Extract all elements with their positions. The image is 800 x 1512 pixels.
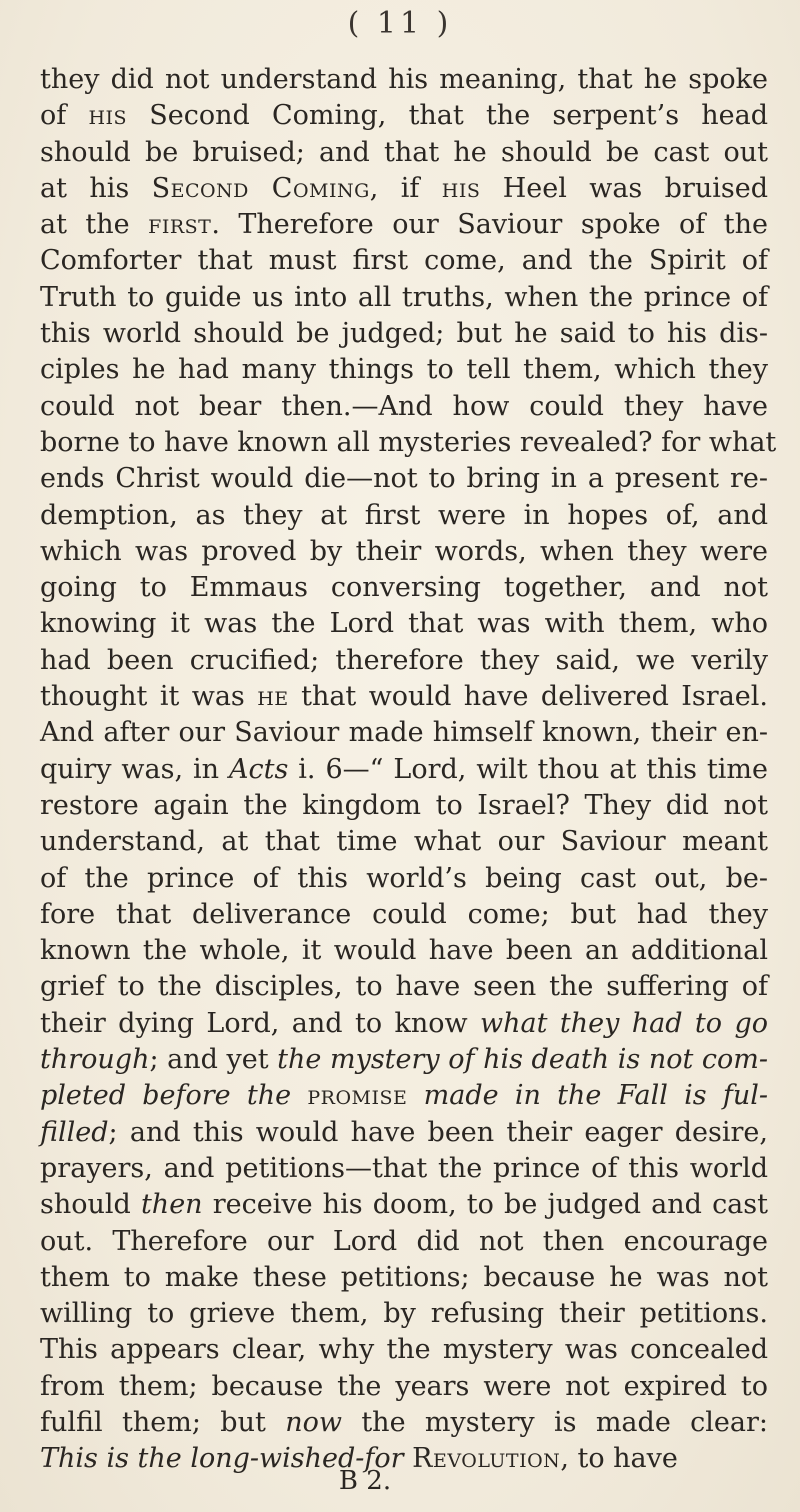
text-segment: knowing it was the Lord that was with them, who xyxy=(40,608,768,640)
text-line xyxy=(40,171,768,207)
text-line xyxy=(40,643,768,679)
text-line xyxy=(40,1405,768,1441)
text-line xyxy=(40,897,768,933)
text-line xyxy=(40,933,768,969)
text-segment: restore again the kingdom to Israel? They did not xyxy=(40,789,768,821)
text-segment: of the prince of this world’s being cast out, be- xyxy=(40,862,768,894)
text-segment: . Therefore our Saviour spoke of the xyxy=(211,209,768,241)
text-segment: fore that deliverance could come; but had they xyxy=(40,898,768,930)
text-segment: known the whole, it would have been an additional xyxy=(40,935,768,967)
text-segment: which was proved by their words, when they were xyxy=(40,535,768,567)
text-segment: ends Christ would die—not to bring in a present re- xyxy=(40,463,768,495)
text-line xyxy=(40,1042,768,1078)
text-segment: the mystery of his death is not com- xyxy=(277,1044,768,1076)
text-line xyxy=(40,280,768,316)
text-line xyxy=(40,1006,768,1042)
text-segment: now xyxy=(285,1406,342,1438)
text-segment: grief to the disciples, to have seen the suffering of xyxy=(40,971,768,1003)
text-segment: the mystery is made clear: xyxy=(341,1406,768,1438)
text-segment: , if xyxy=(369,172,442,204)
text-segment: demption, as they at first were in hopes of, and xyxy=(40,499,768,531)
text-segment: going to Emmaus conversing together, and not xyxy=(40,572,768,604)
text-segment: their dying Lord, and to know xyxy=(40,1007,481,1039)
text-line xyxy=(40,352,768,388)
text-segment: , to have xyxy=(560,1443,678,1475)
text-line xyxy=(40,969,768,1005)
signature-mark: B 2. xyxy=(338,1466,392,1496)
text-line xyxy=(40,861,768,897)
text-line xyxy=(40,534,768,570)
text-segment: this world should be judged; but he said to his dis- xyxy=(40,318,768,350)
text-segment: willing to grieve them, by refusing their petitions. xyxy=(40,1298,768,1330)
text-segment: This appears clear, why the mystery was concealed xyxy=(40,1334,768,1366)
text-line xyxy=(40,1187,768,1223)
text-line xyxy=(40,1224,768,1260)
text-segment: Revolution xyxy=(412,1443,561,1475)
text-line xyxy=(40,1078,768,1114)
text-segment: And after our Saviour made himself known, their en- xyxy=(40,717,768,749)
text-segment: understand, at that time what our Saviour meant xyxy=(40,826,768,858)
text-segment: could not bear then.—And how could they have xyxy=(40,390,768,422)
text-segment: first xyxy=(148,209,212,241)
body-text xyxy=(40,62,777,1478)
text-segment: had been crucified; therefore they said, we verily xyxy=(40,644,768,676)
text-line xyxy=(40,715,768,751)
text-segment: quiry was, in xyxy=(40,753,230,785)
text-line xyxy=(40,752,768,788)
text-line xyxy=(40,98,768,134)
text-segment: Comforter that must first come, and the Spirit of xyxy=(40,245,768,277)
text-segment: thought it was xyxy=(40,681,258,713)
text-line xyxy=(40,389,768,425)
text-segment: promise xyxy=(307,1080,408,1112)
text-line xyxy=(40,1332,768,1368)
text-segment xyxy=(291,1080,307,1111)
text-segment: This is the long-wished-for xyxy=(40,1443,404,1475)
text-line xyxy=(40,207,768,243)
text-line xyxy=(40,1115,768,1151)
text-segment xyxy=(407,1080,423,1111)
text-segment: ciples he had many things to tell them, which they xyxy=(40,354,768,386)
text-segment: out. Therefore our Lord did not then encourage xyxy=(40,1225,768,1257)
text-segment: Heel was bruised xyxy=(480,172,768,204)
text-line xyxy=(40,824,768,860)
text-line xyxy=(40,1369,768,1405)
text-segment: what they had to go xyxy=(480,1007,768,1039)
text-segment: ; and this would have been their eager desire, xyxy=(108,1116,768,1148)
page-number: ( 11 ) xyxy=(347,6,453,41)
text-segment: should be bruised; and that he should be cast out xyxy=(40,136,768,168)
text-segment: made in the Fall is ful- xyxy=(423,1080,768,1112)
text-segment: Acts xyxy=(229,753,289,785)
text-segment: at the xyxy=(40,209,149,241)
text-segment: his xyxy=(441,172,481,204)
text-segment: they did not understand his meaning, that he spoke xyxy=(40,64,768,95)
text-line xyxy=(40,243,768,279)
text-line xyxy=(40,788,768,824)
text-line xyxy=(40,1151,768,1187)
text-segment: should xyxy=(40,1189,141,1221)
text-segment: of xyxy=(40,100,89,132)
text-segment: prayers, and petitions—that the prince of this world xyxy=(40,1152,768,1184)
text-segment: them to make these petitions; because he was not xyxy=(40,1261,768,1293)
text-line xyxy=(40,461,768,497)
text-segment: pleted before the xyxy=(40,1080,292,1112)
text-segment: Second Coming, that the serpent’s head xyxy=(127,100,768,132)
text-segment: then xyxy=(140,1189,203,1221)
text-segment: he xyxy=(257,681,289,713)
text-segment: his xyxy=(88,100,128,132)
text-line xyxy=(40,570,768,606)
text-segment: Truth to guide us into all truths, when the prince of xyxy=(40,281,768,313)
text-segment: borne to have known all mysteries revealed? for what xyxy=(40,426,777,458)
text-segment: filled xyxy=(40,1116,109,1148)
text-segment: at his xyxy=(40,172,152,204)
text-line xyxy=(40,316,768,352)
text-line xyxy=(40,606,768,642)
text-segment: fulfil them; but xyxy=(40,1406,286,1438)
text-line xyxy=(40,62,768,98)
text-line xyxy=(40,498,768,534)
text-segment: from them; because the years were not expired to xyxy=(40,1370,768,1402)
text-line xyxy=(40,135,768,171)
text-line xyxy=(40,1296,768,1332)
text-segment: that would have delivered Israel. xyxy=(288,681,768,713)
text-segment: Second Coming xyxy=(151,172,370,204)
text-segment: i. 6—“ Lord, wilt thou at this time xyxy=(288,753,768,785)
signature-mark-row xyxy=(0,1466,800,1496)
text-line xyxy=(40,679,768,715)
text-line xyxy=(40,425,777,461)
text-segment: receive his doom, to be judged and cast xyxy=(202,1189,768,1221)
text-segment: through xyxy=(40,1044,150,1076)
text-segment: ; and yet xyxy=(149,1044,278,1076)
text-line xyxy=(40,1260,768,1296)
